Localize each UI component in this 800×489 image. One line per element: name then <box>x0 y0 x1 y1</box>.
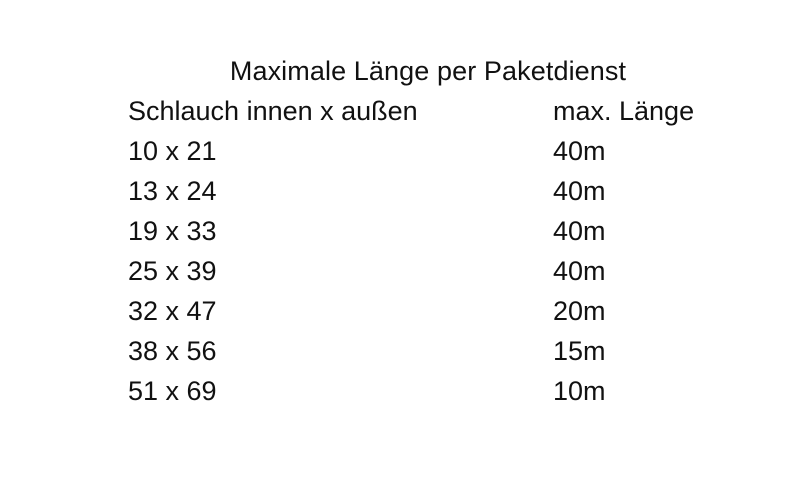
page-title: Maximale Länge per Paketdienst <box>229 56 627 86</box>
cell-size: 32 x 47 <box>128 296 217 326</box>
cell-length: 15m <box>553 336 606 366</box>
cell-size: 38 x 56 <box>128 336 217 366</box>
cell-size: 25 x 39 <box>128 256 217 286</box>
cell-length: 40m <box>553 216 606 246</box>
cell-length: 40m <box>553 136 606 166</box>
table-row <box>128 336 748 376</box>
table-row <box>128 136 748 176</box>
table-row <box>128 216 748 256</box>
max-length-table <box>128 96 748 416</box>
cell-length: 40m <box>553 256 606 286</box>
cell-size: 51 x 69 <box>128 376 217 406</box>
cell-length: 10m <box>553 376 606 406</box>
table-row <box>128 376 748 416</box>
cell-size: 13 x 24 <box>128 176 217 206</box>
table-row <box>128 296 748 336</box>
table-row <box>128 176 748 216</box>
cell-size: 10 x 21 <box>128 136 217 166</box>
cell-length: 20m <box>553 296 606 326</box>
column-header-size: Schlauch innen x außen <box>128 96 418 126</box>
cell-size: 19 x 33 <box>128 216 217 246</box>
cell-length: 40m <box>553 176 606 206</box>
table-header-row <box>128 96 748 136</box>
column-header-length: max. Länge <box>553 96 695 126</box>
table-row <box>128 256 748 296</box>
